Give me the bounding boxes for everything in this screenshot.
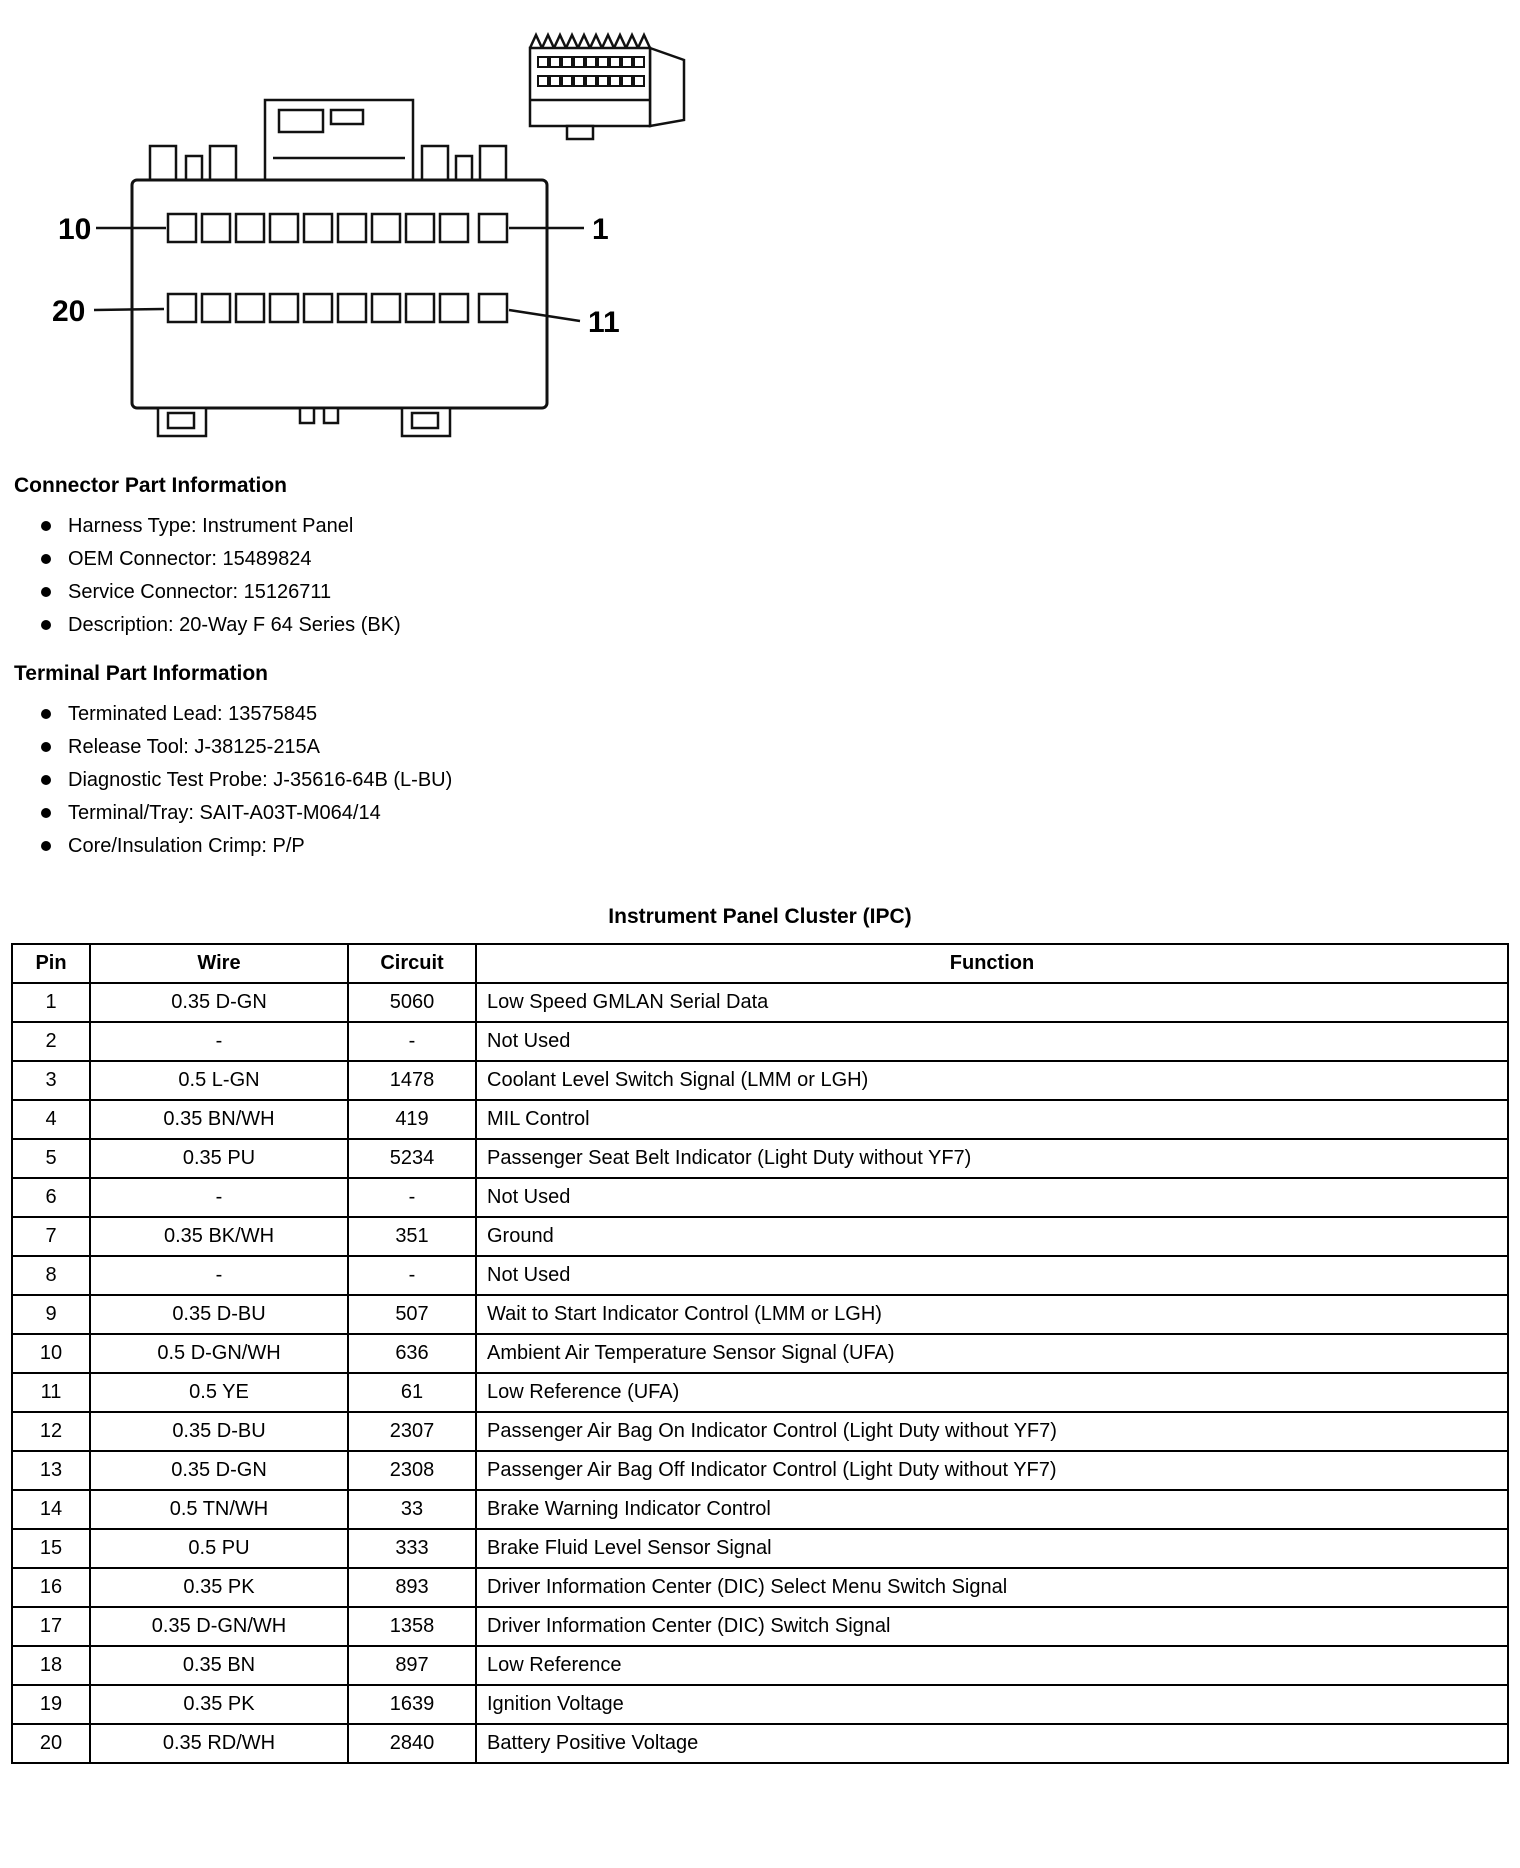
function-cell: MIL Control	[476, 1100, 1508, 1139]
table-row	[12, 1724, 1508, 1763]
bullet-item: Service Connector: 15126711	[68, 576, 1510, 609]
circuit-cell: -	[348, 1178, 476, 1217]
column-header: Function	[476, 944, 1508, 983]
connector-part-info-heading: Connector Part Information	[14, 474, 288, 497]
wire-cell: 0.5 L-GN	[90, 1061, 348, 1100]
wire-cell: 0.35 D-GN	[90, 1451, 348, 1490]
table-row	[12, 1022, 1508, 1061]
function-cell: Not Used	[476, 1178, 1508, 1217]
pin-cell: 13	[12, 1451, 90, 1490]
circuit-cell: 5060	[348, 983, 476, 1022]
table-row	[12, 1568, 1508, 1607]
circuit-cell: 5234	[348, 1139, 476, 1178]
pin-cell: 8	[12, 1256, 90, 1295]
table-row	[12, 1451, 1508, 1490]
pin-cell: 12	[12, 1412, 90, 1451]
function-cell: Battery Positive Voltage	[476, 1724, 1508, 1763]
connector-diagram	[32, 8, 732, 443]
wire-cell: 0.35 RD/WH	[90, 1724, 348, 1763]
pin-row-top	[168, 214, 507, 242]
circuit-cell: 61	[348, 1373, 476, 1412]
circuit-cell: 351	[348, 1217, 476, 1256]
column-header: Pin	[12, 944, 90, 983]
pin-label-20: 20	[52, 295, 86, 328]
function-cell: Brake Fluid Level Sensor Signal	[476, 1529, 1508, 1568]
pin-label-1: 1	[592, 213, 609, 246]
column-header: Wire	[90, 944, 348, 983]
bullet-item: Terminal/Tray: SAIT-A03T-M064/14	[68, 797, 1510, 830]
function-cell: Brake Warning Indicator Control	[476, 1490, 1508, 1529]
pin-cell: 4	[12, 1100, 90, 1139]
bullet-item: OEM Connector: 15489824	[68, 543, 1510, 576]
pin-cell: 9	[12, 1295, 90, 1334]
function-cell: Not Used	[476, 1022, 1508, 1061]
bullet-item: Release Tool: J-38125-215A	[68, 731, 1510, 764]
bullet-item: Harness Type: Instrument Panel	[68, 510, 1510, 543]
circuit-cell: 893	[348, 1568, 476, 1607]
pin-row-bottom	[168, 294, 507, 322]
pin-cell: 14	[12, 1490, 90, 1529]
function-cell: Passenger Seat Belt Indicator (Light Duty without YF7)	[476, 1139, 1508, 1178]
circuit-cell: -	[348, 1022, 476, 1061]
table-row	[12, 1061, 1508, 1100]
table-row	[12, 1646, 1508, 1685]
function-cell: Ambient Air Temperature Sensor Signal (UFA)	[476, 1334, 1508, 1373]
wire-cell: 0.35 PK	[90, 1685, 348, 1724]
wire-cell: 0.5 TN/WH	[90, 1490, 348, 1529]
circuit-cell: 2840	[348, 1724, 476, 1763]
function-cell: Passenger Air Bag Off Indicator Control (Light Duty without YF7)	[476, 1451, 1508, 1490]
table-row	[12, 1529, 1508, 1568]
table-title: Instrument Panel Cluster (IPC)	[608, 905, 912, 928]
circuit-cell: 33	[348, 1490, 476, 1529]
connector-front-view	[94, 100, 584, 436]
terminal-part-info-heading: Terminal Part Information	[14, 662, 268, 685]
function-cell: Driver Information Center (DIC) Select Menu Switch Signal	[476, 1568, 1508, 1607]
table-body	[12, 983, 1508, 1763]
table-row	[12, 1607, 1508, 1646]
connector-diagram-wrap	[32, 8, 1510, 448]
bullet-item: Description: 20-Way F 64 Series (BK)	[68, 609, 1510, 642]
circuit-cell: 507	[348, 1295, 476, 1334]
pin-cell: 17	[12, 1607, 90, 1646]
column-header: Circuit	[348, 944, 476, 983]
table-header-row	[12, 944, 1508, 983]
table-row	[12, 1685, 1508, 1724]
connector-3d-view	[530, 35, 684, 139]
table-row	[12, 1373, 1508, 1412]
wire-cell: 0.35 BN	[90, 1646, 348, 1685]
wire-cell: 0.5 D-GN/WH	[90, 1334, 348, 1373]
circuit-cell: 1358	[348, 1607, 476, 1646]
circuit-cell: 636	[348, 1334, 476, 1373]
bullet-item: Core/Insulation Crimp: P/P	[68, 830, 1510, 863]
connector-part-info-list	[10, 510, 1510, 642]
table-row	[12, 1178, 1508, 1217]
wire-cell: 0.35 D-GN	[90, 983, 348, 1022]
wire-cell: 0.35 BN/WH	[90, 1100, 348, 1139]
circuit-cell: 2307	[348, 1412, 476, 1451]
bullet-item: Terminated Lead: 13575845	[68, 698, 1510, 731]
wire-cell: 0.35 BK/WH	[90, 1217, 348, 1256]
wire-cell: 0.35 PK	[90, 1568, 348, 1607]
function-cell: Wait to Start Indicator Control (LMM or LGH)	[476, 1295, 1508, 1334]
pin-cell: 11	[12, 1373, 90, 1412]
pin-cell: 2	[12, 1022, 90, 1061]
pin-cell: 6	[12, 1178, 90, 1217]
pin-label-10: 10	[58, 213, 92, 246]
pin-cell: 5	[12, 1139, 90, 1178]
pin-cell: 19	[12, 1685, 90, 1724]
function-cell: Driver Information Center (DIC) Switch Signal	[476, 1607, 1508, 1646]
wire-cell: 0.35 D-GN/WH	[90, 1607, 348, 1646]
pin-cell: 10	[12, 1334, 90, 1373]
function-cell: Passenger Air Bag On Indicator Control (Light Duty without YF7)	[476, 1412, 1508, 1451]
circuit-cell: 897	[348, 1646, 476, 1685]
table-row	[12, 1139, 1508, 1178]
circuit-cell: 1478	[348, 1061, 476, 1100]
wire-cell: 0.5 YE	[90, 1373, 348, 1412]
table-row	[12, 983, 1508, 1022]
wire-cell: -	[90, 1256, 348, 1295]
table-row	[12, 1100, 1508, 1139]
table-row	[12, 1217, 1508, 1256]
pin-cell: 1	[12, 983, 90, 1022]
table-row	[12, 1256, 1508, 1295]
table-row	[12, 1412, 1508, 1451]
wire-cell: 0.35 PU	[90, 1139, 348, 1178]
pin-cell: 16	[12, 1568, 90, 1607]
bullet-item: Diagnostic Test Probe: J-35616-64B (L-BU)	[68, 764, 1510, 797]
circuit-cell: -	[348, 1256, 476, 1295]
wire-cell: 0.35 D-BU	[90, 1295, 348, 1334]
pin-cell: 18	[12, 1646, 90, 1685]
table-row	[12, 1334, 1508, 1373]
pin-label-11: 11	[588, 306, 620, 339]
pin-cell: 7	[12, 1217, 90, 1256]
function-cell: Low Reference	[476, 1646, 1508, 1685]
table-row	[12, 1295, 1508, 1334]
function-cell: Low Reference (UFA)	[476, 1373, 1508, 1412]
circuit-cell: 333	[348, 1529, 476, 1568]
terminal-part-info-list	[10, 698, 1510, 863]
circuit-cell: 1639	[348, 1685, 476, 1724]
function-cell: Ignition Voltage	[476, 1685, 1508, 1724]
function-cell: Ground	[476, 1217, 1508, 1256]
function-cell: Not Used	[476, 1256, 1508, 1295]
function-cell: Low Speed GMLAN Serial Data	[476, 983, 1508, 1022]
circuit-cell: 419	[348, 1100, 476, 1139]
wire-cell: 0.35 D-BU	[90, 1412, 348, 1451]
wire-cell: -	[90, 1022, 348, 1061]
pin-cell: 20	[12, 1724, 90, 1763]
leader-line-pin20	[94, 309, 164, 310]
function-cell: Coolant Level Switch Signal (LMM or LGH)	[476, 1061, 1508, 1100]
circuit-cell: 2308	[348, 1451, 476, 1490]
pinout-table	[11, 943, 1509, 1764]
pin-cell: 3	[12, 1061, 90, 1100]
wire-cell: -	[90, 1178, 348, 1217]
wire-cell: 0.5 PU	[90, 1529, 348, 1568]
pin-cell: 15	[12, 1529, 90, 1568]
table-row	[12, 1490, 1508, 1529]
